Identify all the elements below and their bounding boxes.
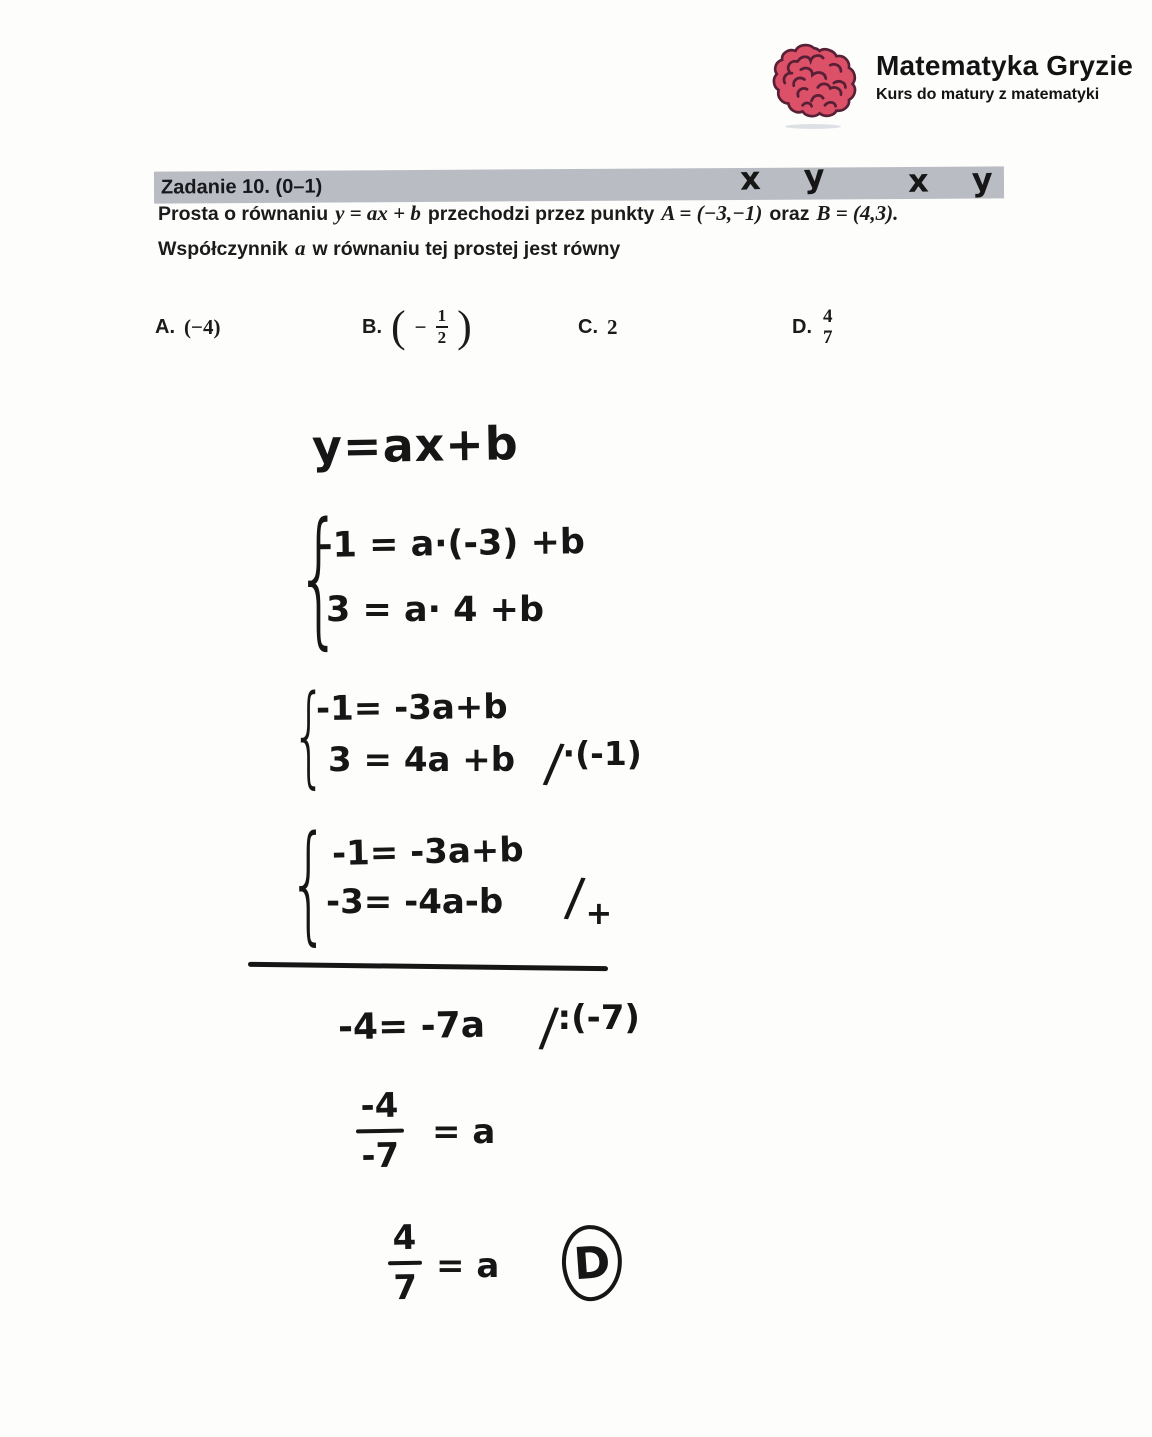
handwritten-equation: y=ax+b bbox=[311, 416, 520, 474]
option-d-fraction bbox=[821, 307, 835, 348]
logo-subtitle: Kurs do matury z matematyki bbox=[876, 86, 1100, 103]
task-header-label: Zadanie 10. (0–1) bbox=[160, 175, 323, 199]
logo-title: Matematyka Gryzie bbox=[876, 50, 1134, 81]
brand-logo bbox=[768, 42, 1133, 128]
close-paren: ) bbox=[457, 302, 472, 351]
system2-line2: 3 = 4a +b bbox=[328, 740, 516, 780]
fraction-bar bbox=[388, 1261, 422, 1266]
problem-statement-line2 bbox=[158, 236, 620, 261]
fraction-numerator: -4 bbox=[360, 1085, 399, 1127]
option-a bbox=[155, 302, 220, 352]
option-a-value: (−4) bbox=[184, 314, 221, 339]
system2-line1: -1= -3a+b bbox=[315, 686, 508, 730]
system3-line2: -3= -4a-b bbox=[326, 882, 504, 922]
brain-icon bbox=[768, 42, 864, 128]
fraction-denominator: -7 bbox=[361, 1135, 400, 1177]
handwritten-xy-annotation-b: x y bbox=[907, 160, 1009, 200]
point-b-value: B = (4,3). bbox=[816, 201, 899, 225]
option-b-minus: − bbox=[414, 314, 427, 339]
point-a-value: A = (−3,−1) bbox=[661, 201, 763, 225]
option-c-value: 2 bbox=[607, 314, 618, 339]
option-c-label: C. bbox=[578, 315, 598, 338]
circled-answer bbox=[559, 1223, 624, 1303]
option-a-label: A. bbox=[155, 315, 175, 338]
system1-line2: 3 = a· 4 +b bbox=[326, 590, 545, 630]
system3-add-operation bbox=[562, 867, 613, 932]
fraction-denominator: 7 bbox=[823, 326, 833, 348]
operation-plus: + bbox=[585, 894, 613, 932]
statement-equation: y = ax + b bbox=[335, 201, 421, 225]
fraction-denominator: 7 bbox=[393, 1267, 418, 1309]
handwritten-xy-annotation-a: x y bbox=[739, 156, 842, 198]
task-header-bar bbox=[154, 166, 1004, 203]
system3-line1: -1= -3a+b bbox=[331, 829, 525, 875]
option-b-fraction bbox=[436, 307, 449, 347]
fraction-denominator: 2 bbox=[437, 328, 447, 347]
operation-slash: / bbox=[562, 867, 587, 929]
statement-text: Prosta o równaniu bbox=[158, 203, 329, 225]
operation-text: ·(-1) bbox=[562, 734, 642, 773]
statement-text: oraz bbox=[769, 203, 810, 225]
statement-text: Współczynnik bbox=[158, 238, 289, 260]
result-operation bbox=[537, 997, 640, 1059]
brain-icon-svg bbox=[768, 42, 864, 124]
system2-brace: { bbox=[291, 671, 327, 799]
addition-sum-line bbox=[248, 962, 608, 971]
system1-line1: -1 = a·(-3) +b bbox=[317, 522, 586, 566]
operation-text: :(-7) bbox=[557, 998, 640, 1038]
coefficient-symbol: a bbox=[295, 236, 306, 260]
option-b bbox=[362, 302, 472, 352]
logo-shadow bbox=[785, 124, 841, 129]
answer-letter: D bbox=[572, 1236, 612, 1290]
option-d bbox=[792, 302, 835, 352]
system1-brace: { bbox=[295, 491, 343, 663]
operation-slash: / bbox=[541, 733, 566, 795]
operation-slash: / bbox=[537, 997, 560, 1059]
system3-brace: { bbox=[288, 809, 330, 958]
logo-text bbox=[876, 42, 1133, 104]
fraction-numerator: 4 bbox=[392, 1217, 417, 1259]
fraction-step-2-rhs: = a bbox=[436, 1246, 500, 1286]
option-d-label: D. bbox=[792, 315, 812, 338]
fraction-numerator: 1 bbox=[436, 307, 449, 328]
fraction-step-1 bbox=[355, 1086, 404, 1177]
fraction-numerator: 4 bbox=[823, 305, 833, 327]
system2-operation bbox=[541, 733, 642, 795]
statement-text: w równaniu tej prostej jest równy bbox=[312, 238, 621, 260]
fraction-step-1-rhs: = a bbox=[432, 1112, 496, 1152]
problem-statement-line1 bbox=[158, 201, 905, 226]
open-paren: ( bbox=[391, 302, 406, 351]
option-c bbox=[578, 302, 618, 352]
statement-text: przechodzi przez punkty bbox=[427, 203, 655, 225]
option-b-label: B. bbox=[362, 315, 382, 338]
result-equation: -4= -7a bbox=[337, 1004, 486, 1049]
fraction-step-2 bbox=[387, 1218, 422, 1309]
fraction-bar bbox=[356, 1129, 404, 1134]
